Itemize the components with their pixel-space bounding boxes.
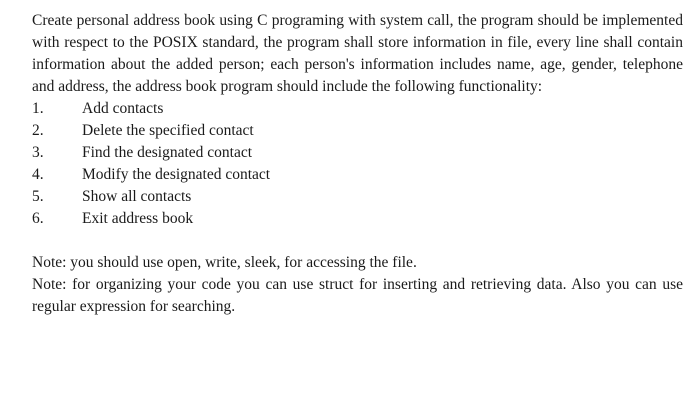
list-item (32, 186, 683, 208)
functionality-list (32, 98, 683, 230)
list-item-number: 6. (32, 210, 44, 227)
intro-paragraph: Create personal address book using C programing with system call, the program should be implemented with respect to the POSIX standard, the program shall store information in file, every line shall contain information about the added person; each person's information includes name, age, gender, telephone and address, the address book program should include the following functionality: (32, 12, 683, 95)
list-item-text: Show all contacts (82, 188, 192, 205)
note-file-access: Note: you should use open, write, sleek, for accessing the file. (32, 254, 417, 271)
list-item (32, 208, 683, 230)
list-item-text: Add contacts (82, 100, 164, 117)
list-item (32, 120, 683, 142)
list-item-text: Delete the specified contact (82, 122, 254, 139)
note-code-organization: Note: for organizing your code you can use struct for inserting and retrieving data. Also you can use regular expression for searching. (32, 276, 683, 315)
list-item-number: 4. (32, 166, 44, 183)
list-item-text: Exit address book (82, 210, 194, 227)
list-item (32, 142, 683, 164)
list-item-number: 3. (32, 144, 44, 161)
list-item (32, 98, 683, 120)
list-item (32, 164, 683, 186)
notes-section (32, 252, 683, 318)
list-item-number: 5. (32, 188, 44, 205)
document-body (32, 10, 683, 318)
list-item-number: 2. (32, 122, 44, 139)
list-item-text: Modify the designated contact (82, 166, 271, 183)
list-item-number: 1. (32, 100, 44, 117)
list-item-text: Find the designated contact (82, 144, 253, 161)
